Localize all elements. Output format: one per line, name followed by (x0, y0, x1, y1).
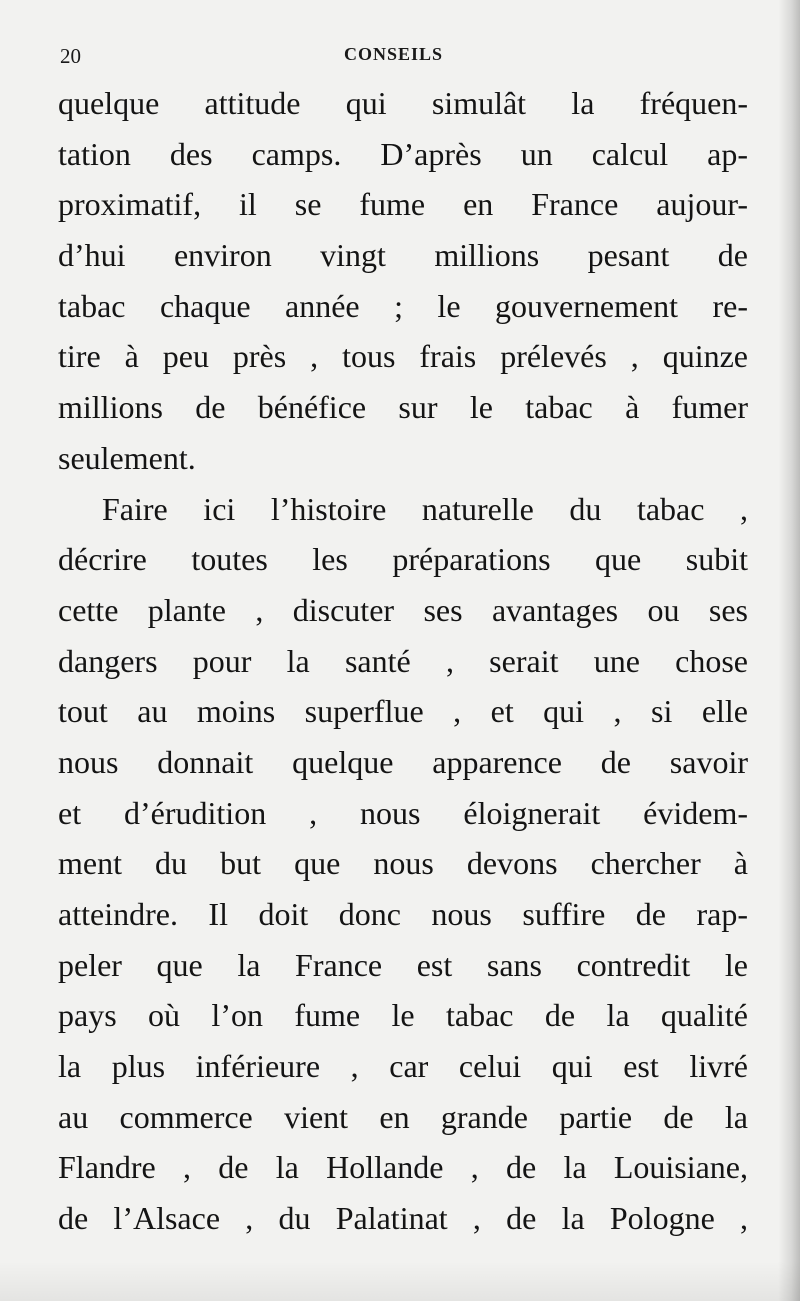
text-line: quelque attitude qui simulât la fréquen- (58, 85, 748, 121)
body-text (58, 78, 748, 1244)
page-bottom-shade (0, 1261, 800, 1301)
text-line: au commerce vient en grande partie de la (58, 1098, 748, 1135)
text-line: millions de bénéfice sur le tabac à fumer (58, 389, 748, 426)
text-line: tire à peu près , tous frais prélevés , quinze (58, 338, 748, 375)
text-line: Faire ici l’histoire naturelle du tabac , (102, 490, 748, 527)
text-line: seulement. (58, 439, 196, 476)
page-number: 20 (60, 44, 81, 68)
page-edge-shadow (778, 0, 800, 1301)
text-line: ment du but que nous devons chercher à (58, 845, 748, 882)
text-line: la plus inférieure , car celui qui est livré (58, 1048, 748, 1085)
text-line: tout au moins superflue , et qui , si elle (58, 693, 748, 730)
text-line: tabac chaque année ; le gouvernement re- (58, 287, 748, 324)
text-line: nous donnait quelque apparence de savoir (58, 743, 748, 780)
text-line: décrire toutes les préparations que subit (58, 541, 748, 578)
text-line: dangers pour la santé , serait une chose (58, 642, 748, 679)
text-line: tation des camps. D’après un calcul ap- (58, 135, 748, 172)
text-line: de l’Alsace , du Palatinat , de la Pologne , (58, 1200, 748, 1237)
running-head: CONSEILS (344, 44, 444, 64)
text-line: d’hui environ vingt millions pesant de (58, 237, 748, 274)
text-line: Flandre , de la Hollande , de la Louisiane, (58, 1149, 748, 1186)
text-line: atteindre. Il doit donc nous suffire de rap- (58, 896, 748, 932)
text-line: peler que la France est sans contredit le (58, 946, 748, 983)
page-header (60, 40, 740, 74)
text-line: pays où l’on fume le tabac de la qualité (58, 997, 748, 1034)
text-line: et d’érudition , nous éloignerait évidem- (58, 794, 748, 831)
text-line: proximatif, il se fume en France aujour- (58, 186, 748, 223)
text-line: cette plante , discuter ses avantages ou ses (58, 591, 748, 628)
